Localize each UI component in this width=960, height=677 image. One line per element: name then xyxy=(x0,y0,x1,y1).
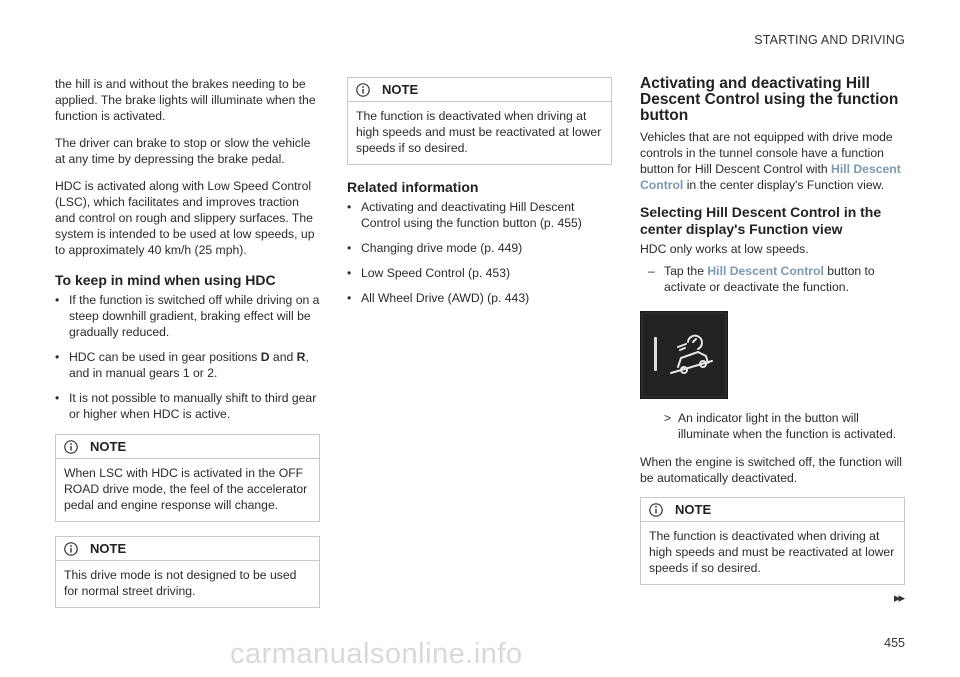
note-body: This drive mode is not designed to be used for normal street driving. xyxy=(64,568,297,598)
info-icon xyxy=(356,83,370,97)
column-1 xyxy=(55,76,320,622)
paragraph: The driver can brake to stop or slow the vehicle at any time by depressing the brake pedal. xyxy=(55,136,311,166)
note-box xyxy=(640,497,905,585)
paragraph: HDC only works at low speeds. xyxy=(640,242,809,256)
step-dash-icon: – xyxy=(648,264,655,278)
page-number: 455 xyxy=(884,636,905,650)
instruction-step: – Tap the Hill Descent Control button to activate or deactivate the function. xyxy=(648,264,875,294)
note-box xyxy=(347,77,612,165)
result-arrow-icon: > xyxy=(664,411,672,425)
info-icon xyxy=(64,542,78,556)
page-header-title: STARTING AND DRIVING xyxy=(754,33,905,47)
related-link[interactable]: • Low Speed Control (p. 453) xyxy=(347,266,511,280)
section-heading: Related information xyxy=(347,179,479,195)
bullet-icon: • xyxy=(55,350,60,364)
gear-position-d: D xyxy=(260,350,270,364)
hdc-button-label: Hill Descent Control xyxy=(640,162,901,192)
bullet-list xyxy=(55,292,320,422)
related-links-list xyxy=(347,199,612,306)
note-body: When LSC with HDC is activated in the OFF ROAD drive mode, the feel of the accelerator pedal and engine response will change. xyxy=(64,466,308,512)
watermark: carmanualsonline.info xyxy=(230,638,523,670)
note-title: NOTE xyxy=(382,82,419,97)
column-3 xyxy=(640,76,905,599)
note-title: NOTE xyxy=(90,439,127,454)
related-link[interactable]: • Changing drive mode (p. 449) xyxy=(347,241,523,255)
paragraph: Vehicles that are not equipped with drive mode controls in the tunnel console have a function button for Hill Descent Control with Hill Descent Control in the center display's Function view. xyxy=(640,130,901,192)
next-page-arrows-icon[interactable]: ▸▸ xyxy=(893,590,903,605)
column-2 xyxy=(347,76,612,318)
paragraph: the hill is and without the brakes needing to be applied. The brake lights will illuminate when the function is activated. xyxy=(55,77,316,123)
bullet-icon: • xyxy=(347,266,352,280)
note-box xyxy=(55,434,320,522)
related-link[interactable]: • Activating and deactivating Hill Descent Control using the function button (p. 455) xyxy=(347,200,582,230)
list-item: • HDC can be used in gear positions D and R, and in manual gears 1 or 2. xyxy=(55,350,309,380)
bullet-icon: • xyxy=(347,241,352,255)
bullet-icon: • xyxy=(55,391,60,405)
note-title: NOTE xyxy=(675,502,712,517)
section-heading: Selecting Hill Descent Control in the center display's Function view xyxy=(640,204,882,237)
note-body: The function is deactivated when driving at high speeds and must be reactivated at lower speeds if so desired. xyxy=(356,109,602,155)
section-title: Activating and deactivating Hill Descent Control using the function button xyxy=(640,75,899,124)
bullet-icon: • xyxy=(55,293,60,307)
hill-descent-control-button-image xyxy=(640,311,728,399)
related-link[interactable]: • All Wheel Drive (AWD) (p. 443) xyxy=(347,291,530,305)
paragraph: When the engine is switched off, the function will be automatically deactivated. xyxy=(640,455,902,485)
list-item: • If the function is switched off while driving on a steep downhill gradient, braking effect will be gradually reduced. xyxy=(55,293,320,339)
info-icon xyxy=(649,503,663,517)
note-body: The function is deactivated when driving at high speeds and must be reactivated at lower speeds if so desired. xyxy=(649,529,895,575)
note-box xyxy=(55,536,320,608)
section-heading: To keep in mind when using HDC xyxy=(55,272,276,288)
note-title: NOTE xyxy=(90,541,127,556)
result-step: > An indicator light in the button will illuminate when the function is activated. xyxy=(664,411,897,441)
list-item: • It is not possible to manually shift to third gear or higher when HDC is active. xyxy=(55,391,317,421)
bullet-icon: • xyxy=(347,291,352,305)
gear-position-r: R xyxy=(296,350,306,364)
hdc-button-label: Hill Descent Control xyxy=(707,264,824,278)
paragraph: HDC is activated along with Low Speed Control (LSC), which facilitates and improves traction and control on rough and slippery surfaces. The system is intended to be used at low speeds, up to approximately 40 km/h (25 mph). xyxy=(55,179,315,257)
bullet-icon: • xyxy=(347,200,352,214)
info-icon xyxy=(64,440,78,454)
